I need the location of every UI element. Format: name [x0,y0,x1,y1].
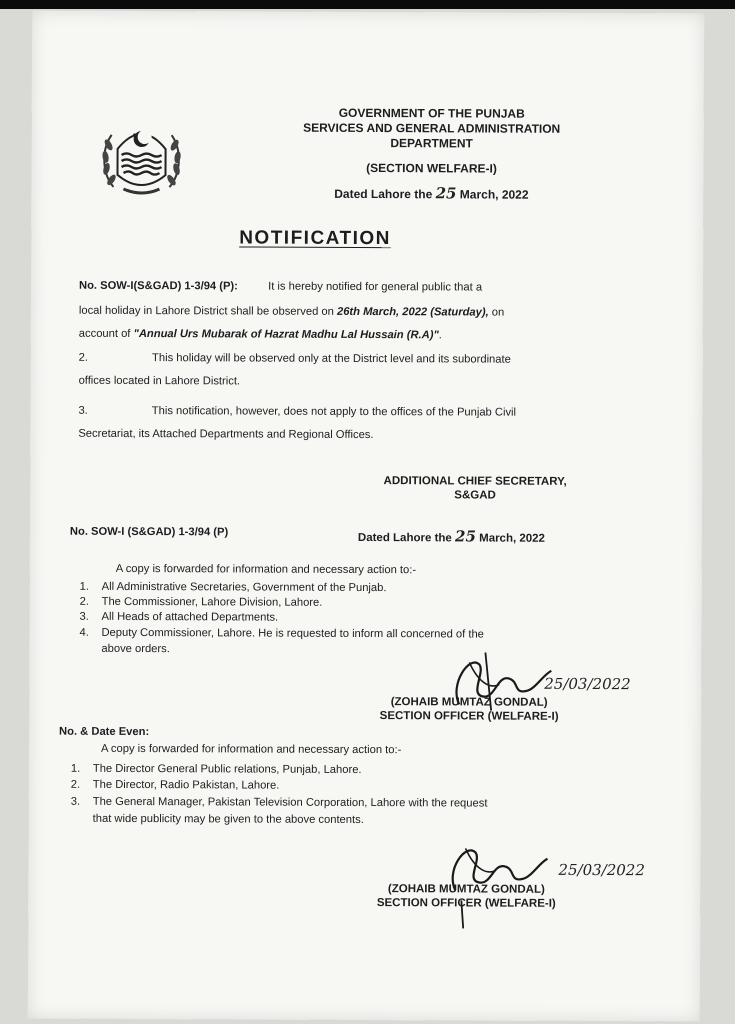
acs-title: ADDITIONAL CHIEF SECRETARY, [383,475,567,488]
copy1-intro: A copy is forwarded for information and necessary action to:- [115,562,417,577]
list-item: Deputy Commissioner, Lahore. He is requested to inform all concerned of the [101,626,484,641]
notification-title: NOTIFICATION [239,227,391,250]
copy2-intro: A copy is forwarded for information and necessary action to:- [100,742,402,757]
punjab-emblem-icon [93,109,189,205]
acs-signature-block [360,474,590,503]
officer-name: (ZOHAIB MUMTAZ GONDAL) [387,883,545,896]
list-item: The Director, Radio Pakistan, Lahore. [92,778,280,792]
list-item-continuation: above orders. [101,642,170,656]
holiday-occasion: "Annual Urs Mubarak of Hazrat Madhu Lal Hussain (R.A)" [133,327,439,342]
officer-designation: SECTION OFFICER (WELFARE-I) [379,710,559,723]
document-page [28,11,704,1022]
copy1-list: 1. All Administrative Secretaries, Government of the Punjab. 2. The Commissioner, Lahore Division, Lahore. 3. All Heads of attached Departments. 4. Deputy Commissioner, Lahore. He is requested to inform all concerned of the above orders. [79,580,484,656]
list-item-continuation: that wide publicity may be given to the above contents. [92,812,364,826]
signature-2-date: 25/03/2022 [558,860,645,880]
header-line-2: SERVICES AND GENERAL ADMINISTRATION [303,120,561,136]
header-date: Dated Lahore the 25 March, 2022 [334,184,529,203]
copy1-ref: No. SOW-I (S&GAD) 1-3/94 (P) [69,525,229,539]
header-section: (SECTION WELFARE-I) [366,160,497,176]
top-edge-bar [0,0,735,9]
copy2-ref: No. & Date Even: [59,725,150,739]
copy1-date: Dated Lahore the 25 March, 2022 [357,527,546,546]
signature-1-date: 25/03/2022 [544,674,631,694]
list-item: The Commissioner, Lahore Division, Lahore. [101,595,323,609]
notification-ref: No. SOW-I(S&GAD) 1-3/94 (P): [78,279,238,293]
list-item: All Heads of attached Departments. [101,610,279,624]
paragraph-3: 3. This notification, however, does not apply to the offices of the Punjab Civil Secretariat, its Attached Departments and Regional Offices. [78,404,517,442]
signature-2-scribble [433,830,553,931]
officer-name: (ZOHAIB MUMTAZ GONDAL) [390,696,548,709]
list-item: The Director General Public relations, Punjab, Lahore. [92,762,362,776]
holiday-date: 26th March, 2022 (Saturday), [336,305,489,319]
header-line-3: DEPARTMENT [390,136,473,151]
signature-1-block [349,695,589,724]
acs-dept: S&GAD [454,489,496,502]
signature-2-block [346,882,586,911]
paragraph-1: No. SOW-I(S&GAD) 1-3/94 (P): It is hereby notified for general public that a local holiday in Lahore District shall be observed on 26th March, 2022 (Saturday), on account of "Annual Urs Mubarak of Hazrat Madhu Lal Hussain (R.A)". [78,279,505,342]
officer-designation: SECTION OFFICER (WELFARE-I) [376,897,556,910]
list-item: The General Manager, Pakistan Television Corporation, Lahore with the request [92,795,488,810]
list-item: All Administrative Secretaries, Government of the Punjab. [101,580,387,595]
copy2-list: 1. The Director General Public relations, Punjab, Lahore. 2. The Director, Radio Pakistan, Lahore. 3. The General Manager, Pakistan Television Corporation, Lahore with the request that wide publicity may be given to the above contents. [70,762,488,826]
paragraph-2: 2. This holiday will be observed only at the District level and its subordinate offices located in Lahore District. [78,351,511,388]
header-line-1: GOVERNMENT OF THE PUNJAB [338,105,525,121]
header-date-day: 25 [435,184,457,203]
